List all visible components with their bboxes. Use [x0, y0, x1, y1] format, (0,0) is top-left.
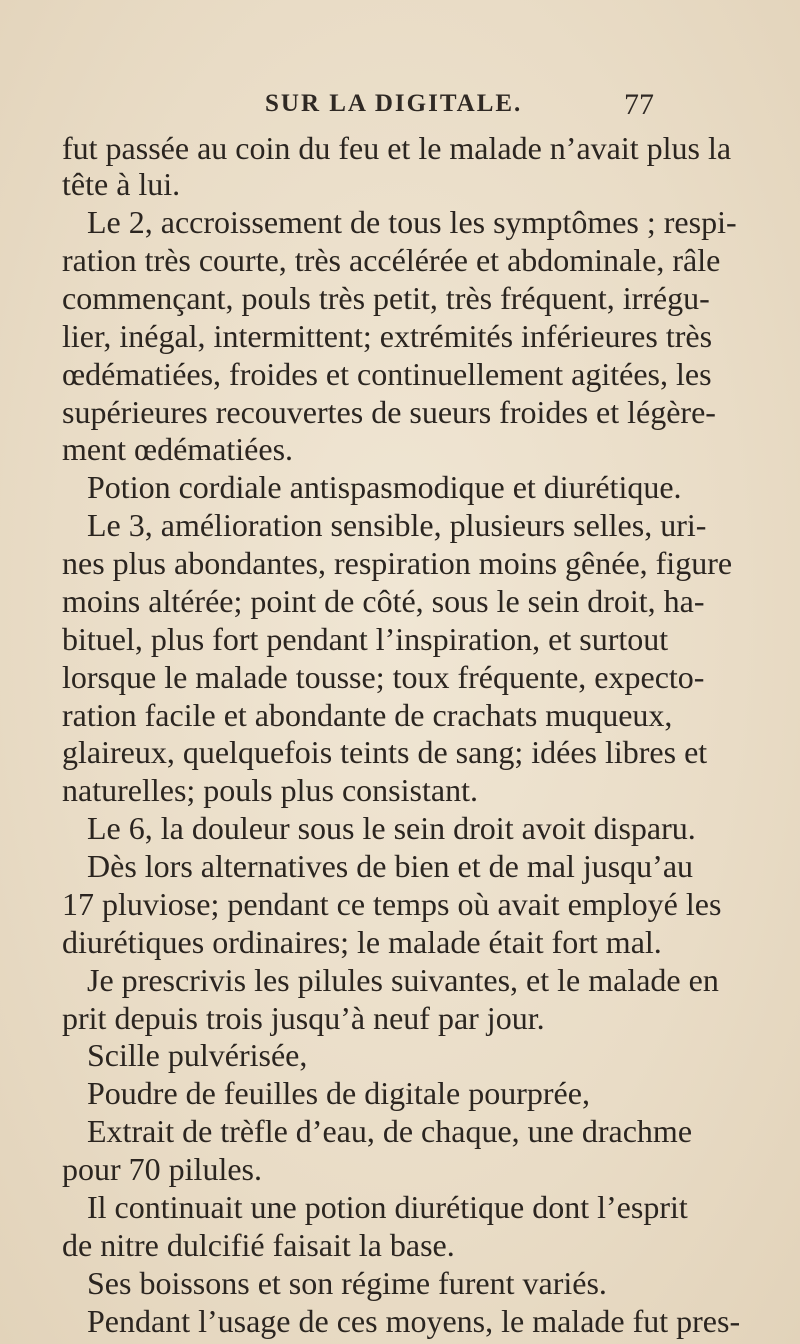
text-line: nes plus abondantes, respiration moins gênée, figure — [62, 545, 733, 581]
text-line: Il continuait une potion diurétique dont l’esprit — [87, 1189, 688, 1225]
text-line: ration facile et abondante de crachats muqueux, — [62, 697, 673, 733]
text-line: naturelles; pouls plus consistant. — [62, 772, 478, 808]
text-line: œdématiées, froides et continuellement agitées, les — [62, 356, 712, 392]
running-title: SUR LA DIGITALE. — [265, 90, 523, 117]
text-line: diurétiques ordinaires; le malade était fort mal. — [62, 924, 662, 960]
text-line: Extrait de trèfle d’eau, de chaque, une drachme — [87, 1113, 693, 1149]
text-line: de nitre dulcifié faisait la base. — [62, 1227, 455, 1263]
text-line: prit depuis trois jusqu’à neuf par jour. — [62, 1000, 545, 1036]
text-line: Potion cordiale antispasmodique et diurétique. — [87, 469, 682, 505]
text-line: Scille pulvérisée, — [87, 1037, 308, 1073]
text-line: glaireux, quelquefois teints de sang; idées libres et — [62, 734, 708, 770]
page-number: 77 — [624, 88, 654, 121]
text-line: bituel, plus fort pendant l’inspiration, et surtout — [62, 621, 669, 657]
text-line: Le 3, amélioration sensible, plusieurs selles, uri- — [87, 507, 707, 543]
text-line: lier, inégal, intermittent; extrémités inférieures très — [62, 318, 713, 354]
text-line: Dès lors alternatives de bien et de mal jusqu’au — [87, 848, 694, 884]
text-line: ment œdématiées. — [62, 431, 294, 467]
text-line: lorsque le malade tousse; toux fréquente, expecto- — [62, 659, 705, 695]
text-line: supérieures recouvertes de sueurs froides et légère- — [62, 394, 716, 430]
text-line: commençant, pouls très petit, très fréquent, irrégu- — [62, 280, 710, 316]
text-line: ration très courte, très accélérée et abdominale, râle — [62, 242, 721, 278]
text-line: Je prescrivis les pilules suivantes, et le malade en — [87, 962, 719, 998]
text-line: fut passée au coin du feu et le malade n’avait plus la — [62, 130, 732, 166]
text-line: tête à lui. — [62, 166, 181, 202]
text-line: Ses boissons et son régime furent variés. — [87, 1265, 607, 1301]
text-line: 17 pluviose; pendant ce temps où avait employé les — [62, 886, 722, 922]
text-line: Pendant l’usage de ces moyens, le malade fut pres- — [87, 1303, 741, 1339]
text-line: Le 2, accroissement de tous les symptômes ; respi- — [87, 204, 737, 240]
text-line: pour 70 pilules. — [62, 1151, 262, 1187]
page-header — [0, 84, 800, 124]
text-line: Poudre de feuilles de digitale pourprée, — [87, 1075, 590, 1111]
text-line: Le 6, la douleur sous le sein droit avoit disparu. — [87, 810, 696, 846]
text-line: moins altérée; point de côté, sous le sein droit, ha- — [62, 583, 705, 619]
